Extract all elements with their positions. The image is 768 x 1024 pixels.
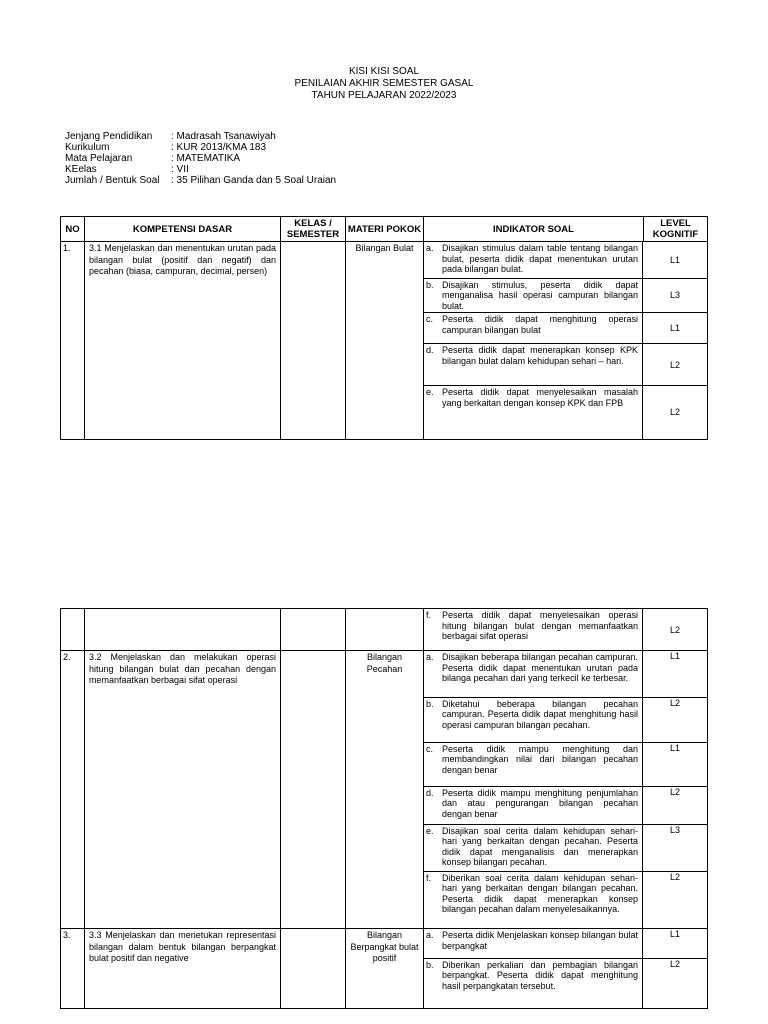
indikator-letter: d.	[426, 345, 434, 355]
indikator-letter: e.	[426, 825, 434, 836]
indikator-text: Diberikan perkalian dan pembagian bilangan berpangkat. Peserta didik dapat menghitung hasil perpangkatan tersebut.	[442, 959, 639, 991]
row-kompetensi-dasar	[85, 609, 281, 651]
indikator-text: Disajikan beberapa bilangan pecahan campuran. Peserta didik dapat menentukan urutan pada bilanga pecahan dari yang terkecil ke terbesar.	[442, 652, 639, 683]
meta-label: Mata Pelajaran	[65, 153, 133, 164]
indikator-item	[424, 871, 707, 928]
level-kognitif: L2	[643, 386, 708, 439]
col-header-level: LEVEL KOGNITIF	[644, 217, 708, 242]
indikator-item	[424, 742, 707, 786]
row-no	[61, 609, 85, 651]
indikator-letter: f.	[426, 872, 432, 883]
indikator-letter: b.	[426, 279, 434, 290]
row-kelas	[281, 609, 346, 651]
meta-value: : MATEMATIKA	[171, 153, 241, 164]
level-kognitif: L1	[643, 242, 708, 278]
doc-subtitle: PENILAIAN AKHIR SEMESTER GASAL	[294, 78, 474, 89]
indikator-list	[424, 242, 707, 439]
row-no: 2.	[61, 651, 85, 929]
indikator-text: Peserta didik mampu menghitung penjumlahan dan atau pengurangan bilangan pecahan dengan benar	[442, 787, 639, 819]
row-kompetensi-dasar: 3.2 Menjelaskan dan melakukan operasi hitung bilangan bulat dan pecahan dengan memanfaatkan berbagai sifat operasi	[85, 651, 281, 929]
col-header-materi: MATERI POKOK	[346, 217, 424, 242]
table-row	[61, 609, 708, 651]
level-kognitif: L2	[643, 958, 708, 1008]
indikator-text: Disajikan stimulus, peserta didik dapat menganalisa hasil operasi campuran bilangan bulat.	[442, 279, 638, 311]
doc-title: KISI KISI SOAL	[348, 66, 420, 77]
indikator-item	[424, 242, 707, 278]
indikator-item	[424, 386, 707, 439]
level-kognitif: L2	[643, 344, 708, 386]
indikator-letter: c.	[426, 314, 434, 324]
level-kognitif: L2	[643, 697, 708, 742]
indikator-item	[424, 824, 707, 871]
meta-label: Jenjang Pendidikan	[65, 131, 153, 142]
indikator-item	[424, 929, 707, 958]
row-indikator-group	[424, 609, 708, 651]
indikator-letter: b.	[426, 698, 434, 709]
indikator-item	[424, 958, 707, 1008]
meta-value: : 35 Pilihan Ganda dan 5 Soal Uraian	[171, 175, 337, 186]
col-header-kelas: KELAS / SEMESTER	[281, 217, 346, 242]
row-kelas	[281, 242, 346, 440]
level-kognitif: L2	[643, 609, 708, 650]
indikator-letter: b.	[426, 959, 434, 970]
row-no: 1.	[61, 242, 85, 440]
meta-row-mapel	[65, 153, 336, 164]
indikator-text: Peserta didik dapat menerapkan konsep KPK bilangan bulat dalam kehidupan sehari – hari.	[442, 345, 638, 366]
level-kognitif: L1	[643, 742, 708, 786]
meta-label: Kurikulum	[65, 142, 110, 153]
table-row	[61, 929, 708, 1009]
meta-label: KEelas	[65, 164, 97, 175]
row-indikator-group	[424, 929, 708, 1009]
indikator-item	[424, 697, 707, 742]
indikator-letter: d.	[426, 787, 434, 798]
indikator-list	[424, 929, 707, 1008]
indikator-letter: e.	[426, 387, 434, 397]
indikator-item	[424, 786, 707, 824]
meta-row-kelas	[65, 164, 336, 175]
indikator-item	[424, 278, 707, 313]
indikator-text: Peserta didik dapat menyelesaikan operasi hitung bilangan bulat dengan memanfaatkan berbagai sifat operasi	[442, 610, 639, 641]
table-row	[61, 651, 708, 929]
indikator-text: Diberikan soal cerita dalam kehidupan sehari-hari yang berkaitan dengan bilangan pecahan. Peserta didik dapat menerapkan konsep bilangan pecahan dalam menyelesaikannya.	[442, 872, 639, 914]
row-no: 3.	[61, 929, 85, 1009]
kisi-table-2	[60, 608, 708, 1009]
row-indikator-group	[424, 242, 708, 440]
meta-value: : Madrasah Tsanawiyah	[171, 131, 276, 142]
indikator-list	[424, 651, 707, 928]
indikator-list	[424, 609, 707, 650]
kisi-table-1	[60, 216, 708, 440]
indikator-letter: c.	[426, 743, 434, 754]
indikator-letter: a.	[426, 652, 434, 662]
row-indikator-group	[424, 651, 708, 929]
indikator-item	[424, 344, 707, 386]
indikator-text: Disajikan stimulus dalam table tentang bilangan bulat, peserta didik dapat menentukan urutan pada bilangan bulat.	[442, 243, 638, 274]
indikator-letter: f.	[426, 610, 432, 620]
row-kompetensi-dasar: 3.3 Menjelaskan dan menetukan representasi bilangan dalam bentuk bilangan berpangkat bulat positif dan negative	[85, 929, 281, 1009]
indikator-text: Peserta didik Menjelaskan konsep bilangan bulat berpangkat	[442, 930, 639, 951]
level-kognitif: L1	[643, 651, 708, 697]
level-kognitif: L3	[643, 824, 708, 871]
indikator-text: Peserta didik dapat menghitung operasi campuran bilangan bulat	[442, 314, 638, 335]
meta-row-jumlah	[65, 175, 336, 186]
row-materi-pokok	[346, 609, 424, 651]
indikator-letter: a.	[426, 930, 434, 940]
row-materi-pokok: Bilangan Bulat	[346, 242, 424, 440]
indikator-item	[424, 609, 707, 650]
indikator-text: Peserta didik mampu menghitung dan membandingkan nilai dari bilangan pecahan dengan benar	[442, 743, 639, 775]
meta-value: : VII	[171, 164, 189, 175]
indikator-letter: a.	[426, 243, 434, 253]
table-row	[61, 242, 708, 440]
level-kognitif: L1	[643, 313, 708, 344]
level-kognitif: L2	[643, 871, 708, 928]
meta-row-jenjang	[65, 131, 336, 142]
row-kelas	[281, 929, 346, 1009]
level-kognitif: L1	[643, 929, 708, 958]
meta-row-kurikulum	[65, 142, 336, 153]
indikator-text: Peserta didik dapat menyelesaikan masalah yang berkaitan dengan konsep KPK dan FPB	[442, 387, 638, 408]
level-kognitif: L3	[643, 278, 708, 313]
row-materi-pokok: Bilangan Berpangkat bulat positif	[346, 929, 424, 1009]
meta-value: : KUR 2013/KMA 183	[171, 142, 267, 153]
level-kognitif: L2	[643, 786, 708, 824]
row-materi-pokok: Bilangan Pecahan	[346, 651, 424, 929]
indikator-item	[424, 651, 707, 697]
table-header-row	[61, 217, 708, 242]
indikator-text: Disajikan soal cerita dalam kehidupan sehari-hari yang berkaitan dengan pecahan. Peserta didik dapat menganalisis dan menerapkan konsep bilangan pecahan.	[442, 825, 639, 867]
indikator-item	[424, 313, 707, 344]
col-header-kd: KOMPETENSI DASAR	[85, 217, 281, 242]
col-header-indikator: INDIKATOR SOAL	[424, 217, 644, 242]
meta-block	[65, 131, 336, 186]
doc-year: TAHUN PELAJARAN 2022/2023	[311, 90, 457, 101]
indikator-text: Diketahui beberapa bilangan pecahan campuran. Peserta didik dapat menghitung hasil operasi campuran bilangan pecahan.	[442, 698, 639, 730]
meta-label: Jumlah / Bentuk Soal	[65, 175, 160, 186]
row-kompetensi-dasar: 3.1 Menjelaskan dan menentukan urutan pada bilangan bulat (positif dan negatif) dan pecahan (biasa, campuran, decimal, persen)	[85, 242, 281, 440]
col-header-no: NO	[61, 217, 85, 242]
row-kelas	[281, 651, 346, 929]
